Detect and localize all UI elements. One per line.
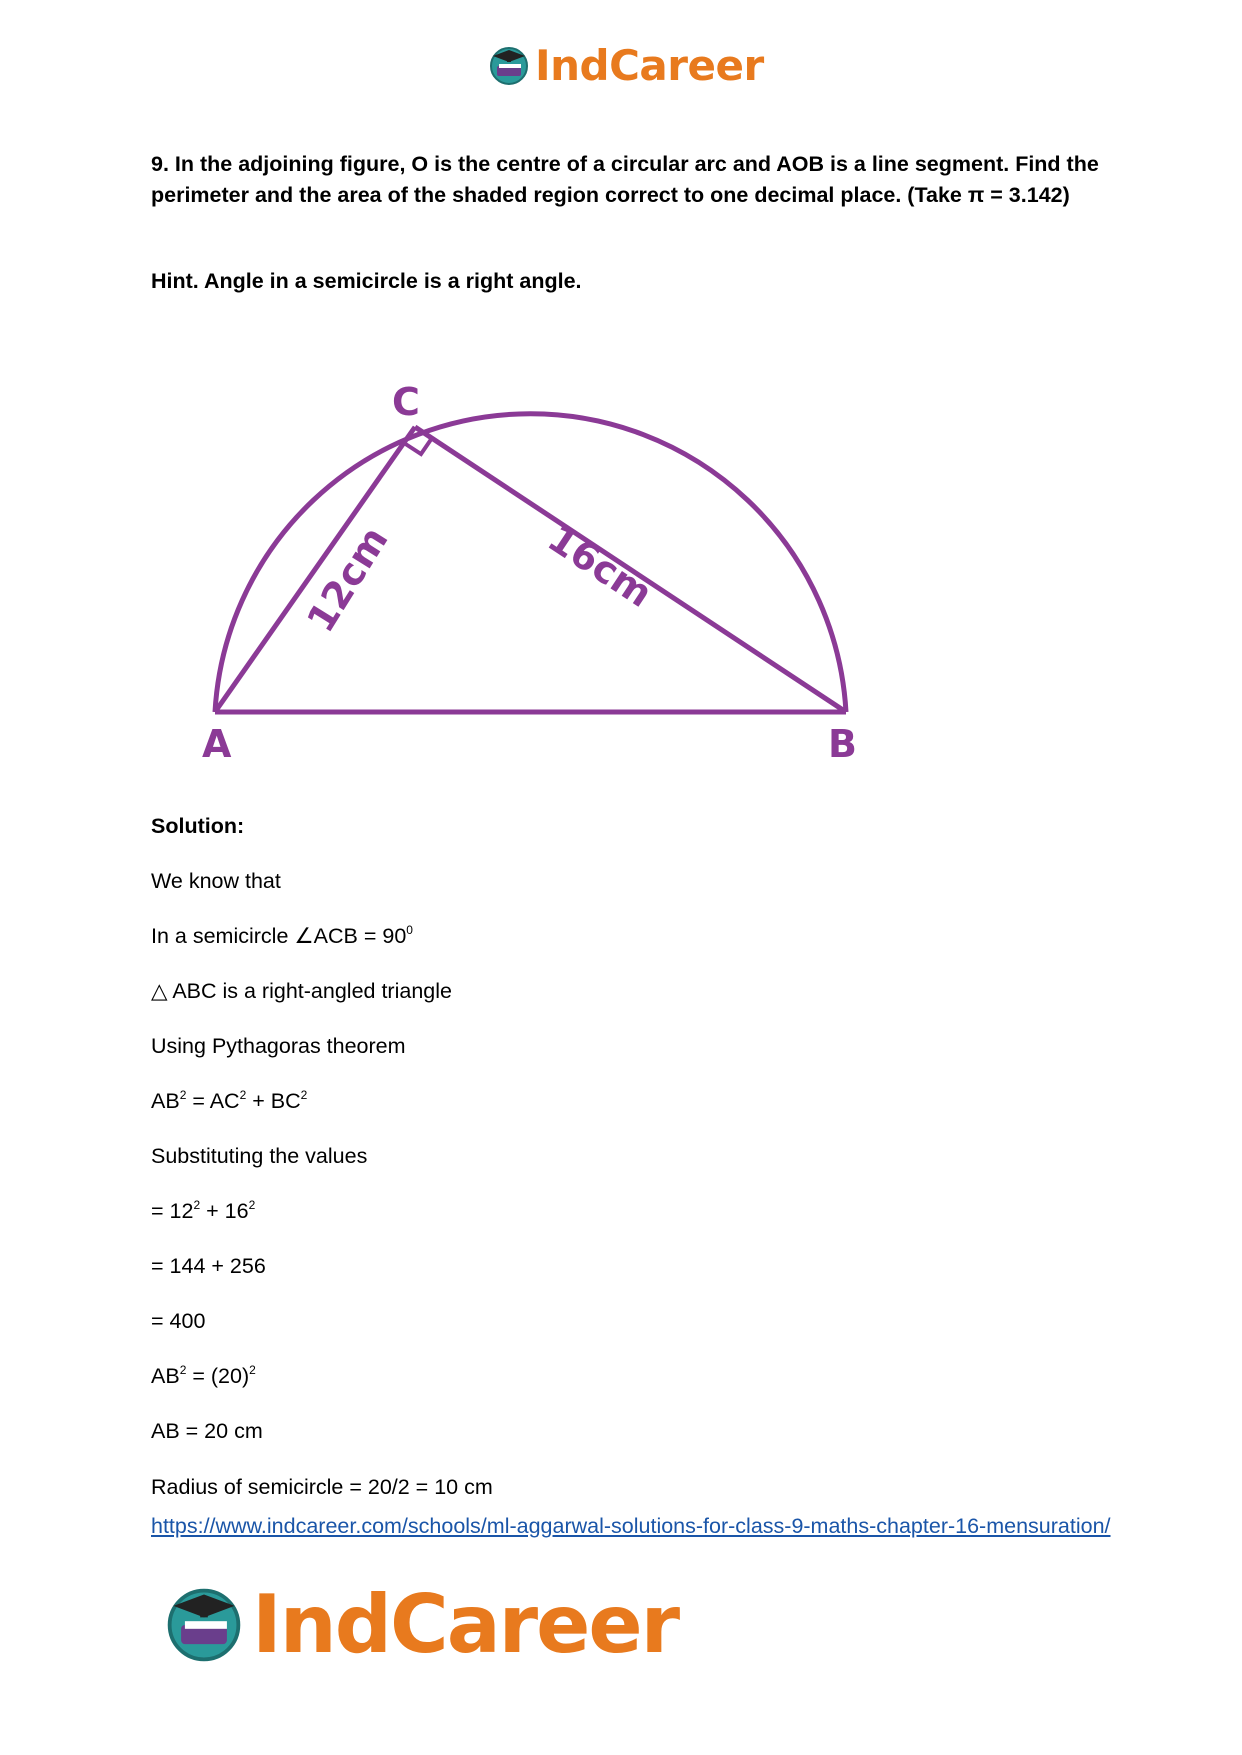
header-brand-text: IndCareer bbox=[535, 41, 764, 90]
label-side-bc: 16cm bbox=[540, 515, 661, 616]
logo-emblem-icon bbox=[162, 1583, 246, 1667]
solution-line-5: $AB^2 = AC^2 + BC^2$ bbox=[151, 1088, 308, 1113]
solution-line-11: AB = 20 cm bbox=[151, 1419, 263, 1443]
semicircle-arc bbox=[215, 414, 846, 712]
figure-shapes bbox=[215, 414, 846, 712]
label-a: A bbox=[202, 722, 232, 760]
label-b: B bbox=[828, 722, 857, 760]
logo-emblem-icon bbox=[487, 44, 531, 88]
solution-line-8: = 144 + 256 bbox=[151, 1254, 266, 1278]
solution-line-6: Substituting the values bbox=[151, 1144, 368, 1168]
semicircle-figure bbox=[190, 375, 880, 760]
header-logo bbox=[487, 41, 764, 90]
solution-line-9: = 400 bbox=[151, 1309, 206, 1333]
solution-heading: Solution: bbox=[151, 814, 245, 838]
label-c: C bbox=[392, 380, 420, 424]
solution-line-4: Using Pythagoras theorem bbox=[151, 1034, 406, 1058]
solution-line-2: In a semicircle ∠ACB = $90^0$ bbox=[151, 923, 413, 948]
solution-line-7: = $12^2 + 16^2$ bbox=[151, 1198, 256, 1223]
solution-line-3: △ ABC is a right-angled triangle bbox=[151, 979, 452, 1003]
footer-logo bbox=[162, 1578, 679, 1671]
solution-line-10: $AB^2 = (20)^2$ bbox=[151, 1363, 256, 1388]
source-link[interactable]: https://www.indcareer.com/schools/ml-aggarwal-solutions-for-class-9-maths-chapter-16-mensuration/ bbox=[151, 1514, 1111, 1538]
label-side-ac: 12cm bbox=[298, 518, 397, 640]
solution-line-12: Radius of semicircle = 20/2 = 10 cm bbox=[151, 1475, 493, 1499]
question-text: 9. In the adjoining figure, O is the centre of a circular arc and AOB is a line segment. Find the perimeter and the area of the shaded region correct to one decimal place. (Take π = 3.142) bbox=[151, 152, 1099, 207]
side-ac bbox=[215, 427, 415, 712]
footer-brand-text: IndCareer bbox=[252, 1578, 679, 1671]
hint-text: Hint. Angle in a semicircle is a right angle. bbox=[151, 269, 582, 293]
solution-line-1: We know that bbox=[151, 869, 281, 893]
